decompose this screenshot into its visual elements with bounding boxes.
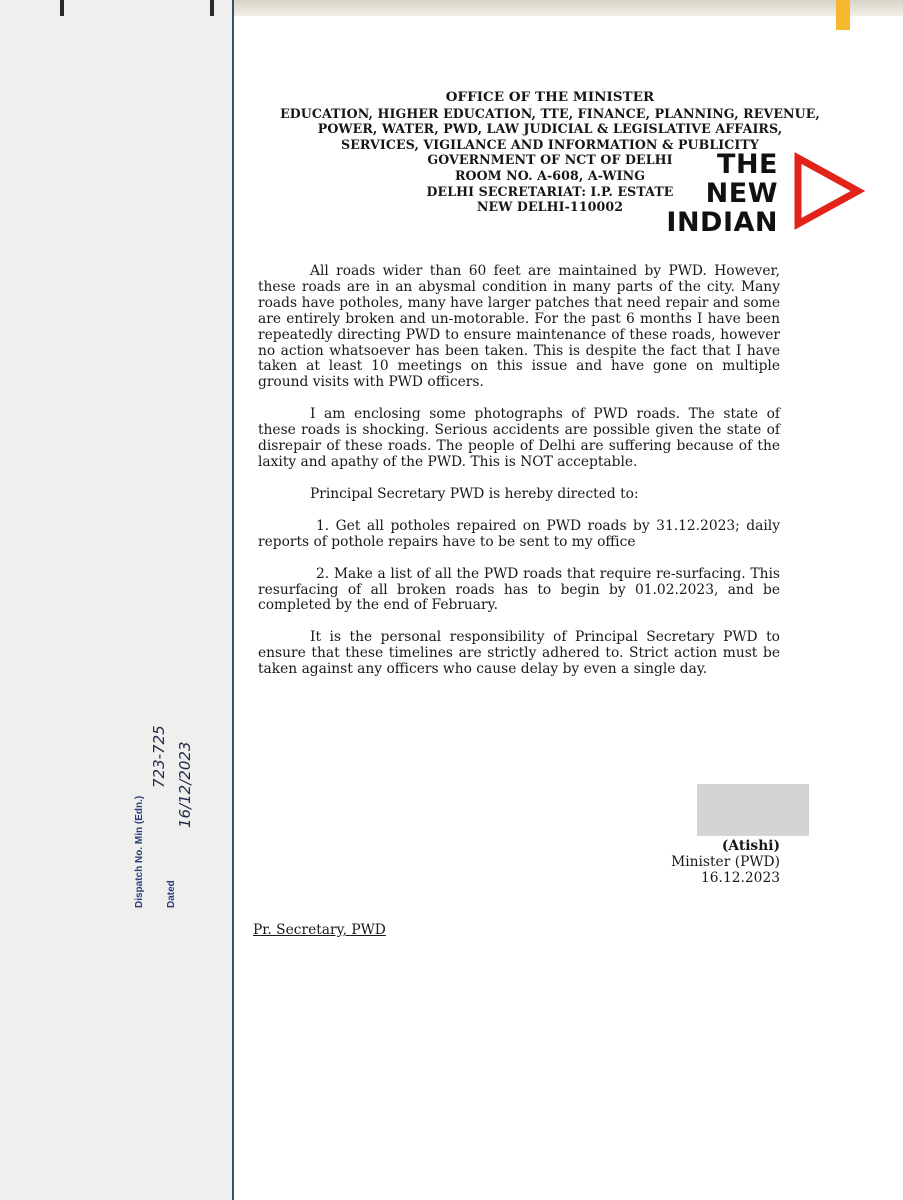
paragraph-responsibility: It is the personal responsibility of Principal Secretary PWD to ensure that these timelines are strictly adhered to. Strict action must be taken against any officers who cause delay by even a single day. — [258, 629, 780, 678]
dated-label: Dated — [166, 880, 177, 908]
letterhead-room: ROOM NO. A-608, A-WING — [454, 167, 646, 183]
binder-tab — [210, 0, 214, 16]
redacted-signature — [697, 784, 809, 836]
the-new-indian-watermark — [664, 150, 874, 240]
dispatch-number: 723-725 — [150, 725, 168, 788]
paragraph-directive: Principal Secretary PWD is hereby directed to: — [310, 485, 639, 502]
dispatch-stamp — [118, 690, 202, 920]
watermark-line: THE — [717, 149, 778, 180]
binder-tab — [60, 0, 64, 16]
directive-item-1: 1. Get all potholes repaired on PWD roads by 31.12.2023; daily reports of pothole repairs have to be sent to my office — [258, 517, 780, 550]
letterhead-portfolio-line: EDUCATION, HIGHER EDUCATION, TTE, FINANCE, PLANNING, REVENUE, — [280, 105, 820, 121]
signature-date: 16.12.2023 — [701, 870, 780, 886]
letterhead-portfolio-line: POWER, WATER, PWD, LAW JUDICIAL & LEGISLATIVE AFFAIRS, — [317, 121, 783, 137]
file-tab-marker — [836, 0, 850, 30]
letterhead-secretariat: DELHI SECRETARIAT: I.P. ESTATE — [426, 183, 674, 199]
dispatch-label: Dispatch No. Min (Edn.) — [134, 795, 145, 908]
letter-body — [258, 264, 780, 694]
signature-block — [640, 838, 780, 886]
dated-value: 16/12/2023 — [176, 741, 194, 828]
watermark-line: NEW — [705, 178, 778, 209]
addressee: Pr. Secretary, PWD — [253, 922, 386, 938]
signatory-designation: Minister (PWD) — [671, 854, 780, 870]
underlying-sheet — [0, 0, 234, 1200]
letterhead-portfolio-line: SERVICES, VIGILANCE AND INFORMATION & PUBLICITY — [341, 136, 759, 152]
letterhead-title: OFFICE OF THE MINISTER — [445, 89, 655, 105]
play-triangle-icon — [792, 152, 866, 230]
paragraph-photographs: I am enclosing some photographs of PWD roads. The state of these roads is shocking. Serious accidents are possible given the state of disrepair of these roads. The people of Delhi are suffering because of the laxity and apathy of the PWD. This is NOT acceptable. — [258, 406, 780, 470]
paragraph-road-condition: All roads wider than 60 feet are maintained by PWD. However, these roads are in an abysmal condition in many parts of the city. Many roads have potholes, many have larger patches that need repair and some are entirely broken and un-motorable. For the past 6 months I have been repeatedly directing PWD to ensure maintenance of these roads, however no action whatsoever has been taken. This is despite the fact that I have taken at least 10 meetings on this issue and have gone on multiple ground visits with PWD officers. — [258, 263, 780, 391]
watermark-line: INDIAN — [666, 207, 778, 238]
signatory-name: (Atishi) — [721, 838, 780, 854]
letterhead-government: GOVERNMENT OF NCT OF DELHI — [427, 152, 673, 168]
directive-item-2: 2. Make a list of all the PWD roads that require re-surfacing. This resurfacing of all broken roads has to begin by 01.02.2023, and be completed by the end of February. — [258, 565, 780, 614]
letterhead-city: NEW DELHI-110002 — [476, 199, 624, 215]
